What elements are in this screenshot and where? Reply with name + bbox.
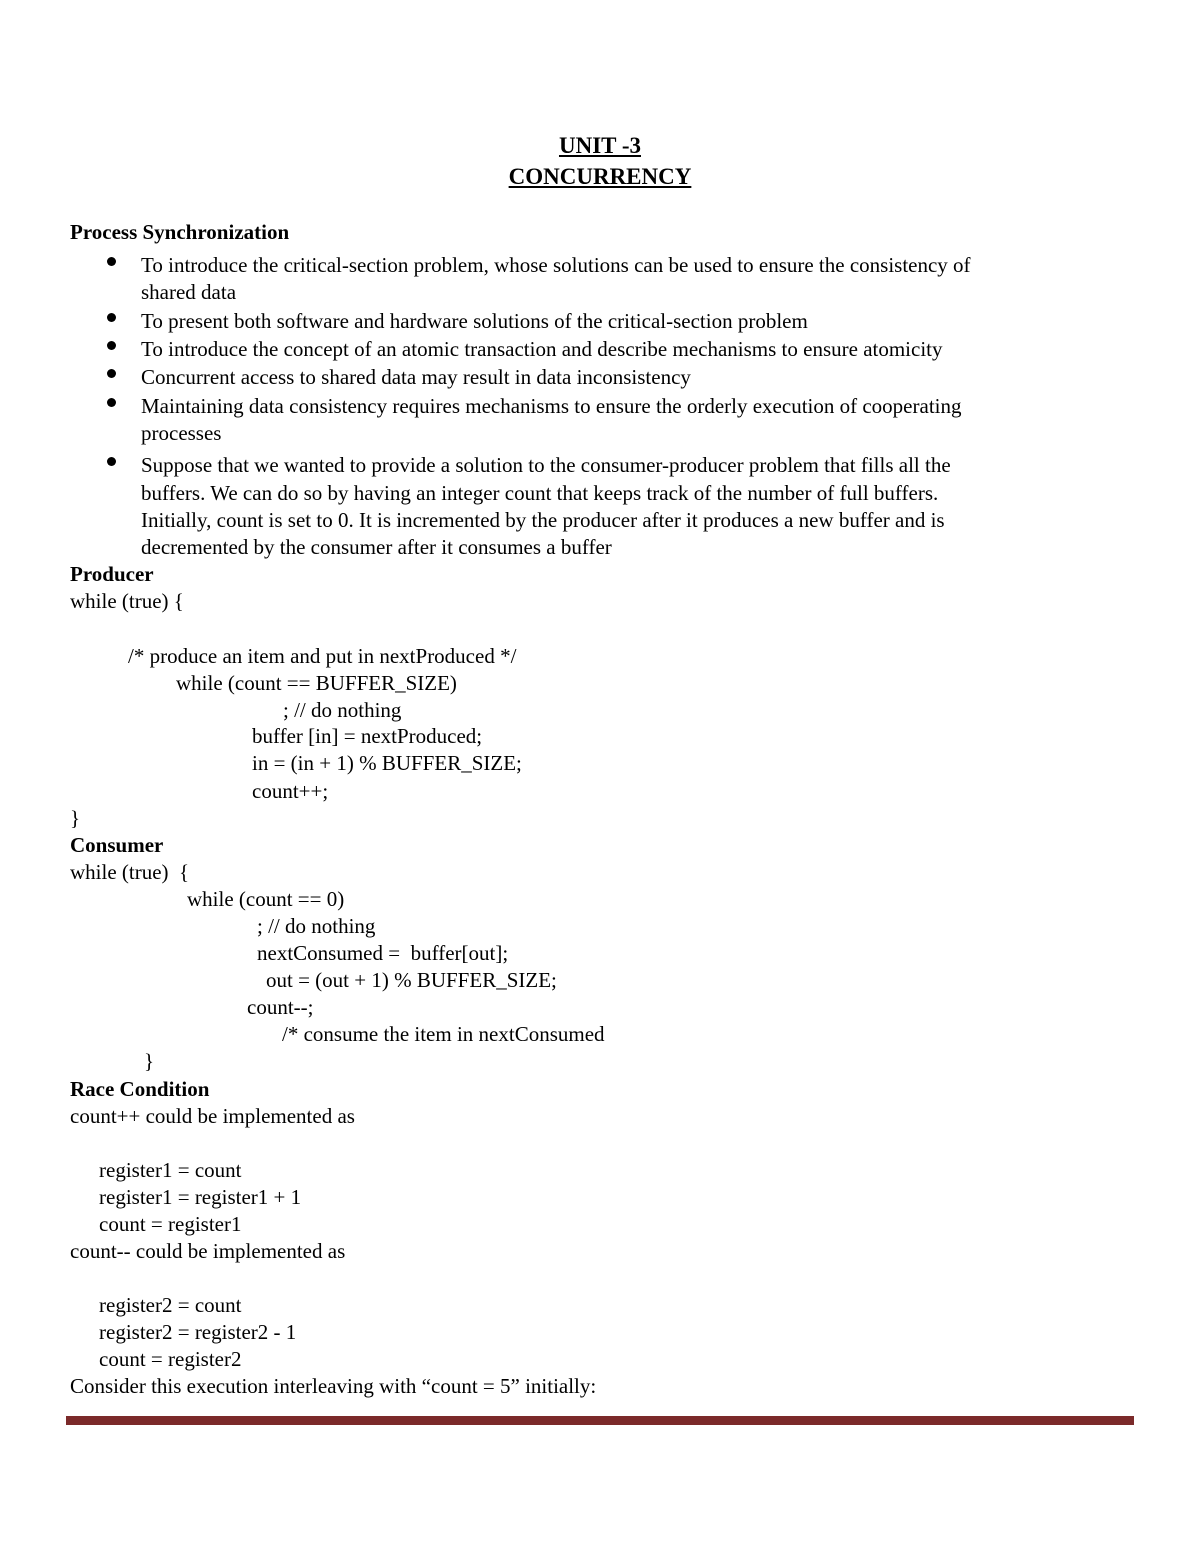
decrement-step: register2 = count: [99, 1293, 242, 1317]
bullet-dot-icon: [107, 369, 116, 378]
bullet-dot-icon: [107, 398, 116, 407]
subject-title: CONCURRENCY: [508, 164, 692, 189]
unit-title: UNIT -3: [558, 133, 641, 158]
code-line: ; // do nothing: [257, 914, 376, 938]
bullet-3-line-1: To introduce the concept of an atomic transaction and describe mechanisms to ensure atomicity: [141, 337, 943, 361]
bullet-5-line-2: processes: [141, 421, 222, 445]
bullet-5-line-1: Maintaining data consistency requires mechanisms to ensure the orderly execution of cooperating: [141, 394, 962, 418]
bullet-6-line-4: decremented by the consumer after it consumes a buffer: [141, 535, 612, 559]
code-line: while (true) {: [70, 860, 190, 884]
decrement-step: count = register2: [99, 1347, 242, 1371]
code-line: while (count == BUFFER_SIZE): [176, 671, 457, 695]
code-line: while (true) {: [70, 589, 184, 613]
interleaving-intro: Consider this execution interleaving with “count = 5” initially:: [70, 1374, 597, 1398]
code-line: buffer [in] = nextProduced;: [252, 724, 483, 748]
code-line: count++;: [252, 779, 329, 803]
process-sync-heading: Process Synchronization: [70, 220, 290, 244]
bullet-6-line-2: buffers. We can do so by having an integer count that keeps track of the number of full buffers.: [141, 481, 939, 505]
code-line: ; // do nothing: [283, 698, 402, 722]
bullet-2-line-1: To present both software and hardware solutions of the critical-section problem: [141, 309, 808, 333]
code-line: in = (in + 1) % BUFFER_SIZE;: [252, 751, 522, 775]
code-line: out = (out + 1) % BUFFER_SIZE;: [266, 968, 557, 992]
increment-intro: count++ could be implemented as: [70, 1104, 355, 1128]
code-line: /* produce an item and put in nextProduced */: [128, 644, 517, 668]
race-condition-heading: Race Condition: [70, 1077, 210, 1101]
bullet-4-line-1: Concurrent access to shared data may result in data inconsistency: [141, 365, 691, 389]
bullet-6-line-3: Initially, count is set to 0. It is incremented by the producer after it produces a new buffer and is: [141, 508, 945, 532]
bullet-6-line-1: Suppose that we wanted to provide a solution to the consumer-producer problem that fills all the: [141, 453, 951, 477]
code-line: nextConsumed = buffer[out];: [257, 941, 509, 965]
bullet-1-line-1: To introduce the critical-section problem, whose solutions can be used to ensure the consistency of: [141, 253, 971, 277]
decrement-step: register2 = register2 - 1: [99, 1320, 297, 1344]
producer-heading: Producer: [70, 562, 154, 586]
increment-step: count = register1: [99, 1212, 242, 1236]
code-line: count--;: [247, 995, 314, 1019]
code-line: /* consume the item in nextConsumed: [282, 1022, 605, 1046]
code-line: }: [144, 1049, 155, 1073]
bullet-dot-icon: [107, 257, 116, 266]
bullet-dot-icon: [107, 341, 116, 350]
footer-rule: [66, 1416, 1134, 1425]
code-line: }: [70, 806, 81, 830]
increment-step: register1 = count: [99, 1158, 242, 1182]
code-line: while (count == 0): [187, 887, 345, 911]
bullet-dot-icon: [107, 457, 116, 466]
consumer-heading: Consumer: [70, 833, 164, 857]
bullet-dot-icon: [107, 313, 116, 322]
decrement-intro: count-- could be implemented as: [70, 1239, 346, 1263]
bullet-1-line-2: shared data: [141, 280, 237, 304]
increment-step: register1 = register1 + 1: [99, 1185, 302, 1209]
